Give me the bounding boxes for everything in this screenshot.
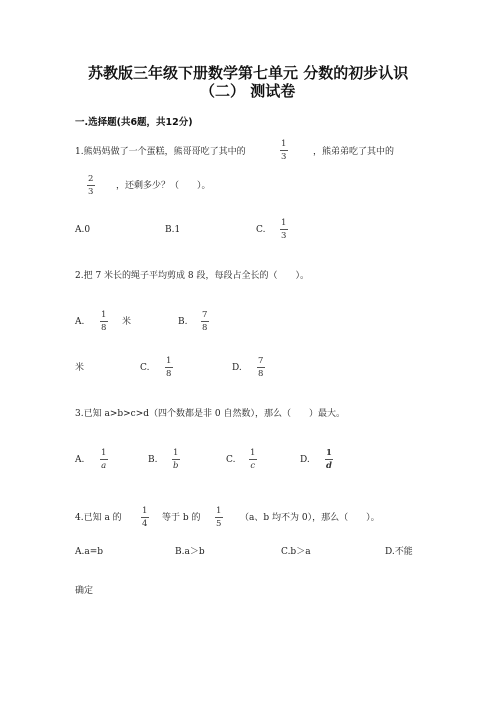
- fraction-bar: [257, 367, 265, 368]
- q3-option-d-fraction: [324, 448, 334, 471]
- q3-option-c: C.: [226, 455, 236, 465]
- page-title-line2: （二） 测试卷: [200, 82, 296, 100]
- fraction-den: 8: [166, 369, 172, 379]
- q2-option-d-fraction: [256, 356, 265, 379]
- fraction-num: 1: [142, 506, 148, 516]
- fraction-bar: [87, 185, 95, 186]
- q2-text: 2.把 7 米长的绳子平均剪成 8 段，每段占全长的（ ）。: [75, 271, 309, 281]
- fraction-num: 1: [173, 448, 179, 458]
- fraction-den: 8: [258, 369, 264, 379]
- fraction-bar: [280, 150, 288, 151]
- q4-option-b: B.a＞b: [175, 547, 205, 557]
- fraction-bar: [249, 459, 257, 460]
- fraction-bar: [100, 321, 108, 322]
- q1-option-c: C.: [256, 225, 266, 235]
- q2-option-b-fraction: [200, 310, 209, 333]
- fraction-den: 5: [216, 519, 222, 529]
- fraction-bar: [215, 517, 223, 518]
- fraction-den: 4: [142, 519, 148, 529]
- q4-option-d: D.不能: [385, 547, 413, 557]
- fraction-den: a: [101, 461, 107, 471]
- q3-option-a-fraction: [99, 448, 108, 471]
- fraction-num: 1: [216, 506, 222, 516]
- fraction-den: b: [173, 461, 179, 471]
- q2-option-d: D.: [232, 363, 242, 373]
- q1-fraction-b-num: 2: [88, 174, 94, 184]
- q1-fraction-a-num: 1: [281, 139, 287, 149]
- q1-text-a: 1.熊妈妈做了一个蛋糕，熊哥哥吃了其中的: [75, 147, 246, 157]
- fraction-den: 8: [101, 323, 107, 333]
- fraction-bar: [172, 459, 180, 460]
- fraction-bar: [165, 367, 173, 368]
- fraction-num: 1: [166, 356, 172, 366]
- fraction-num: 1: [281, 218, 287, 228]
- q1-text-c: ，还剩多少？（ ）。: [116, 181, 211, 191]
- fraction-den: c: [250, 461, 256, 471]
- q4-fraction-a: [140, 506, 149, 529]
- fraction-num: 1: [250, 448, 256, 458]
- q2-option-a: A.: [75, 317, 85, 327]
- q2-option-b: B.: [178, 317, 188, 327]
- q3-option-b-fraction: [171, 448, 180, 471]
- fraction-bar: [325, 459, 333, 460]
- q2-option-c-fraction: [164, 356, 173, 379]
- q4-text-a: 4.已知 a 的: [75, 513, 122, 523]
- section-heading: 一.选择题(共6题，共12分): [75, 117, 193, 128]
- fraction-den: d: [326, 461, 332, 471]
- q2-option-a-unit: 米: [122, 317, 132, 327]
- q3-option-a: A.: [75, 455, 85, 465]
- q4-text-c: （a、b 均不为 0），那么（ ）。: [240, 513, 380, 523]
- q1-fraction-b-den: 3: [88, 187, 94, 197]
- q4-fraction-b: [214, 506, 223, 529]
- q4-option-d-continued: 确定: [75, 586, 94, 596]
- fraction-num: 1: [101, 448, 107, 458]
- q4-option-a: A.a=b: [75, 547, 104, 557]
- q1-fraction-a-den: 3: [281, 152, 287, 162]
- q2-option-c: C.: [140, 363, 150, 373]
- fraction-den: 3: [281, 231, 287, 241]
- fraction-num: 7: [258, 356, 264, 366]
- q1-option-b: B.1: [165, 225, 181, 235]
- fraction-bar: [100, 459, 108, 460]
- fraction-bar: [201, 321, 209, 322]
- fraction-bar: [141, 517, 149, 518]
- fraction-den: 8: [202, 323, 208, 333]
- q1-option-a: A.0: [75, 225, 91, 235]
- page-title-line1: 苏教版三年级下册数学第七单元 分数的初步认识: [88, 64, 409, 82]
- q3-text: 3.已知 a>b>c>d（四个数都是非 0 自然数），那么（ ）最大。: [75, 409, 345, 419]
- q4-text-b: 等于 b 的: [162, 513, 201, 523]
- q1-fraction-b: [86, 174, 95, 197]
- q2-option-b-unit: 米: [75, 363, 85, 373]
- fraction-num: 1: [326, 448, 332, 458]
- fraction-bar: [280, 229, 288, 230]
- q3-option-c-fraction: [248, 448, 257, 471]
- q1-fraction-a: [279, 139, 288, 162]
- q3-option-d: D.: [300, 455, 310, 465]
- q2-option-a-fraction: [99, 310, 108, 333]
- q1-option-c-fraction: [279, 218, 288, 241]
- q3-option-b: B.: [148, 455, 158, 465]
- fraction-num: 7: [202, 310, 208, 320]
- fraction-num: 1: [101, 310, 107, 320]
- q4-option-c: C.b＞a: [281, 547, 311, 557]
- q1-text-b: ，熊弟弟吃了其中的: [313, 147, 395, 157]
